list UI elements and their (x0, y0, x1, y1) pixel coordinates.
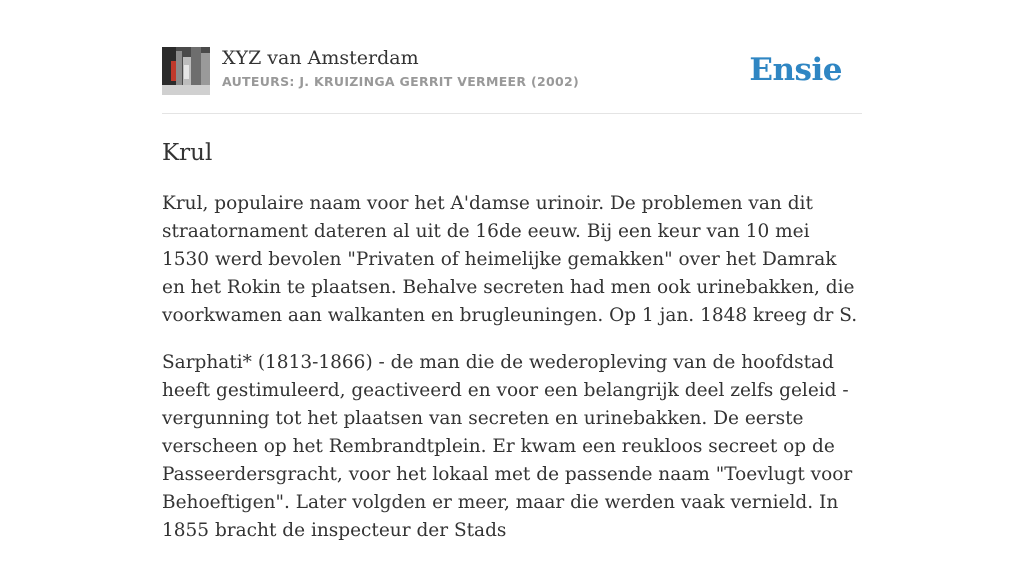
entry-paragraph: Sarphati* (1813-1866) - de man die de wederopleving van de hoofdstad heeft gestimuleerd, geactiveerd en voor een belangrijk deel zelfs geleid - vergunning tot het plaatsen van secreten en urinebakken. De eerste verscheen op het Rembrandtplein. Er kwam een reukloos secreet op de Passeerdersgracht, voor het lokaal met de passende naam "Toevlugt voor Behoeftigen". Later volgden er meer, maar die werden vaak vernield. In 1855 bracht de inspecteur der Stads (162, 352, 853, 541)
entry-title: Krul (162, 140, 213, 166)
entry-paragraph: Krul, populaire naam voor het A'damse urinoir. De problemen van dit straatornament dateren al uit de 16de eeuw. Bij een keur van 10 mei 1530 werd bevolen "Privaten of heimelijke gemakken" over het Damrak en het Rokin te plaatsen. Behalve secreten had men ook urinebakken, die voorkwamen aan walkanten en brugleuningen. Op 1 jan. 1848 kreeg dr S. (162, 193, 858, 326)
book-title[interactable]: XYZ van Amsterdam (222, 47, 419, 69)
book-authors: AUTEURS: J. KRUIZINGA GERRIT VERMEER (2002) (222, 74, 579, 89)
ensie-logo[interactable]: Ensie (749, 52, 842, 88)
entry-body (162, 190, 862, 564)
header (162, 46, 862, 114)
book-cover-image (162, 47, 210, 95)
book-cover-avatar[interactable] (162, 47, 210, 95)
